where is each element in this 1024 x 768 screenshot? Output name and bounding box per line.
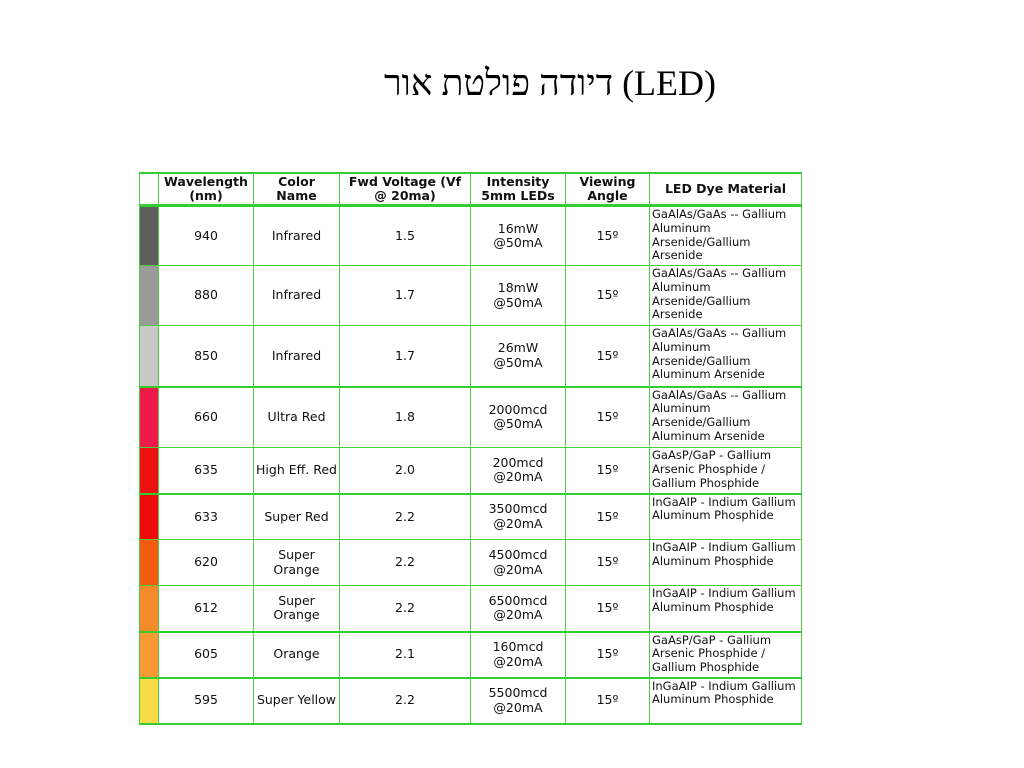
color-swatch: [140, 448, 159, 494]
swatch-header: [140, 173, 159, 206]
table-row: [140, 678, 802, 724]
table-row: [140, 326, 802, 387]
voltage-header: Fwd Voltage (Vf @ 20ma): [340, 173, 471, 206]
intensity-cell: 5500mcd @20mA: [471, 678, 566, 724]
slide-title: דיודה פולטת אור (LED): [383, 63, 717, 103]
color-name-cell: Super Red: [254, 494, 340, 540]
voltage-cell: 2.2: [340, 678, 471, 724]
voltage-cell: 2.2: [340, 494, 471, 540]
led-table: [139, 172, 802, 725]
wavelength-cell: 612: [159, 586, 254, 632]
table-body: [140, 206, 802, 724]
color-name-cell: Super Orange: [254, 540, 340, 586]
voltage-cell: 2.0: [340, 448, 471, 494]
table-row: [140, 206, 802, 266]
wavelength-cell: 633: [159, 494, 254, 540]
table-row: [140, 387, 802, 448]
intensity-header: Intensity 5mm LEDs: [471, 173, 566, 206]
intensity-cell: 6500mcd @20mA: [471, 586, 566, 632]
table-row: [140, 540, 802, 586]
material-cell: GaAsP/GaP - Gallium Arsenic Phosphide / Gallium Phosphide: [650, 448, 802, 494]
material-cell: GaAsP/GaP - Gallium Arsenic Phosphide / Gallium Phosphide: [650, 632, 802, 678]
color-name-cell: Orange: [254, 632, 340, 678]
color-name-cell: Super Orange: [254, 586, 340, 632]
color-swatch: [140, 678, 159, 724]
intensity-cell: 26mW @50mA: [471, 326, 566, 387]
table-row: [140, 494, 802, 540]
intensity-cell: 3500mcd @20mA: [471, 494, 566, 540]
viewing-angle-cell: 15º: [566, 266, 650, 326]
intensity-cell: 16mW @50mA: [471, 206, 566, 266]
material-cell: InGaAIP - Indium Gallium Aluminum Phosphide: [650, 586, 802, 632]
material-cell: GaAlAs/GaAs -- Gallium Aluminum Arsenide/Gallium Aluminum Arsenide: [650, 326, 802, 387]
voltage-cell: 1.8: [340, 387, 471, 448]
color-name-cell: High Eff. Red: [254, 448, 340, 494]
voltage-cell: 1.7: [340, 326, 471, 387]
voltage-cell: 2.1: [340, 632, 471, 678]
viewing-angle-cell: 15º: [566, 448, 650, 494]
intensity-cell: 2000mcd @50mA: [471, 387, 566, 448]
wavelength-cell: 850: [159, 326, 254, 387]
color-swatch: [140, 206, 159, 266]
voltage-cell: 2.2: [340, 540, 471, 586]
wavelength-cell: 605: [159, 632, 254, 678]
color-swatch: [140, 540, 159, 586]
intensity-cell: 200mcd @20mA: [471, 448, 566, 494]
header-row: [140, 173, 802, 206]
wavelength-cell: 595: [159, 678, 254, 724]
table-row: [140, 448, 802, 494]
color-header: Color Name: [254, 173, 340, 206]
color-swatch: [140, 494, 159, 540]
wavelength-cell: 880: [159, 266, 254, 326]
material-cell: InGaAIP - Indium Gallium Aluminum Phosphide: [650, 678, 802, 724]
voltage-cell: 1.5: [340, 206, 471, 266]
viewing-angle-cell: 15º: [566, 678, 650, 724]
color-swatch: [140, 632, 159, 678]
material-header: LED Dye Material: [650, 173, 802, 206]
voltage-cell: 1.7: [340, 266, 471, 326]
wavelength-cell: 620: [159, 540, 254, 586]
color-name-cell: Infrared: [254, 326, 340, 387]
table-row: [140, 632, 802, 678]
color-swatch: [140, 387, 159, 448]
material-cell: GaAlAs/GaAs -- Gallium Aluminum Arsenide/Gallium Aluminum Arsenide: [650, 387, 802, 448]
material-cell: GaAlAs/GaAs -- Gallium Aluminum Arsenide/Gallium Arsenide: [650, 206, 802, 266]
led-table-container: [139, 172, 801, 725]
voltage-cell: 2.2: [340, 586, 471, 632]
color-name-cell: Infrared: [254, 266, 340, 326]
intensity-cell: 18mW @50mA: [471, 266, 566, 326]
wavelength-cell: 660: [159, 387, 254, 448]
table-row: [140, 586, 802, 632]
wavelength-cell: 940: [159, 206, 254, 266]
viewing-angle-cell: 15º: [566, 632, 650, 678]
viewing-angle-cell: 15º: [566, 387, 650, 448]
viewing-angle-cell: 15º: [566, 494, 650, 540]
color-name-cell: Ultra Red: [254, 387, 340, 448]
viewing-angle-cell: 15º: [566, 206, 650, 266]
table-row: [140, 266, 802, 326]
color-swatch: [140, 326, 159, 387]
material-cell: GaAlAs/GaAs -- Gallium Aluminum Arsenide/Gallium Arsenide: [650, 266, 802, 326]
color-name-cell: Infrared: [254, 206, 340, 266]
intensity-cell: 4500mcd @20mA: [471, 540, 566, 586]
color-swatch: [140, 586, 159, 632]
intensity-cell: 160mcd @20mA: [471, 632, 566, 678]
wavelength-cell: 635: [159, 448, 254, 494]
viewing-angle-cell: 15º: [566, 586, 650, 632]
material-cell: InGaAIP - Indium Gallium Aluminum Phosphide: [650, 494, 802, 540]
color-name-cell: Super Yellow: [254, 678, 340, 724]
viewing-angle-cell: 15º: [566, 540, 650, 586]
viewing-angle-cell: 15º: [566, 326, 650, 387]
material-cell: InGaAIP - Indium Gallium Aluminum Phosphide: [650, 540, 802, 586]
angle-header: Viewing Angle: [566, 173, 650, 206]
color-swatch: [140, 266, 159, 326]
wavelength-header: Wavelength (nm): [159, 173, 254, 206]
